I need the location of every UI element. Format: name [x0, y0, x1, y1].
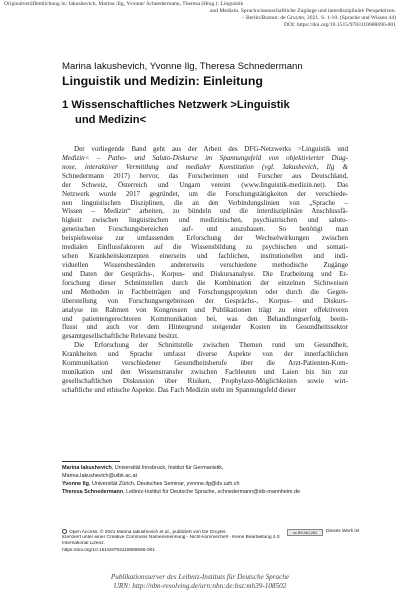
open-access-line: lizenziert unter einer Creative Commons Namensnennung - Nicht-kommerziell - Keine Bearbeitung 4.0 [62, 535, 280, 541]
body-line: überstellung von Forschungsergebnissen der Gesprächs-, Korpus- und Diskurs- [62, 296, 348, 305]
body-line: und Methoden in Fachbeiträgen und Forschungsprojekten oder durch die Gegen- [62, 287, 348, 296]
section-heading-line: und Medizin< [75, 113, 147, 126]
body-line: Netzwerk wurde 2017 gegründet, um die Forschungstätigkeiten der verschiede- [62, 189, 348, 198]
body-line: gesellschaftlichen Diskussion über Risiken, Prophylaxe-Möglichkeiten sowie wirt- [62, 376, 348, 385]
open-access-icon [62, 529, 67, 534]
body-line: flusst und auch vor dem Hintergrund steigender Kosten im Gesundheitssektor [62, 323, 348, 332]
article-authors: Marina Iakushevich, Yvonne Ilg, Theresa Schnedermann [62, 61, 303, 72]
article-title: Linguistik und Medizin: Einleitung [62, 74, 263, 88]
header-line: DOI: https://doi.org/10.1515/9783110688696-001 [283, 22, 396, 28]
body-line: nose, interaktiver Vermittlung und medialer Konstitution (vgl. Iakushevich, Ilg & [62, 162, 348, 171]
footnote-author-3 [62, 488, 362, 496]
footnote-rule [62, 461, 120, 462]
footer-urn: URN: http://nbn-resolving.de/urn:nbn:de:bsz:mh39-108502 [113, 582, 287, 590]
body-line: nen linguistischen Disziplinen, die an den Verbindungslinien von „Sprache – [62, 198, 348, 207]
body-line: und Daten der Gesprächs-, Korpus- und Diskursanalyse. Die Erarbeitung und Er- [62, 269, 348, 278]
header-line: – Berlin/Boston: de Gruyter, 2021. S. 1-10. (Sprache und Wissen 44) [241, 15, 396, 21]
footnote-author-2 [62, 480, 362, 488]
body-line: viduellen Wissensbeständen andererseits verschiedene methodische Zugänge [62, 260, 348, 269]
open-access-line: Dieses Werk ist [326, 529, 360, 534]
body-line: gesamtgesellschaftliche Relevanz besitzt. [62, 332, 179, 341]
body-line: Schnedermann 2017) hervor, das Forscherinnen und Forscher aus Deutschland, [62, 171, 348, 180]
footer-server: Publikationsserver des Leibniz-Instituts für Deutsche Sprache [110, 573, 290, 581]
body-line: Wissen – Medizin“ arbeiten, zu bündeln und die interdisziplinäre Anschlussfä- [62, 207, 348, 216]
footnote-line: Marina.Iakushevich@uibk.ac.at [62, 473, 137, 479]
body-line: schen Krankheitskonzepten einerseits und fachlichen, institutionellen und indi- [62, 252, 348, 261]
body-line: der Schweiz, Österreich und Ungarn vereint (www.linguistik-medizin.net). Das [62, 180, 348, 189]
body-line: und patientengerechteren Kommunikation bei, was den Behandlungserfolg beein- [62, 314, 348, 323]
body-line: analyse im Rahmen von Kongressen und Publikationen trägt zu einer effektiveren [62, 305, 348, 314]
cc-license-badge[interactable]: cc BY-NC-ND [287, 529, 323, 536]
doi-link[interactable]: https://doi.org/10.1515/9783110688696-001 [62, 547, 155, 553]
open-access-line: International Lizenz. [62, 541, 105, 547]
body-line: genetischen Forschungsbereichen auf- und auszubauen. So benötigt man [62, 225, 348, 234]
body-line: Kommunikation verschiedener Gesundheitsberufe über die Arzt-Patienten-Kom- [62, 359, 348, 368]
footnote-line: Theresa Schnedermann, Leibniz-Institut für Deutsche Sprache, schnedermann@ids-mannheim.de [62, 489, 300, 495]
footnote-line: Yvonne Ilg, Universität Zürich, Deutsches Seminar, yvonne.ilg@ds.uzh.ch [62, 481, 240, 487]
open-access-line: Open Access. © 2021 Marina Iakushevich et al., publiziert von De Gruyter. [69, 530, 227, 535]
body-line: Krankheiten und Sprache umfasst diverse Aspekte von der innerfachlichen [62, 350, 348, 359]
body-line: schaftliche und ethische Aspekte. Das Fach Medizin steht im Spannungsfeld dieser [62, 385, 296, 394]
body-line: higkeit zwischen linguistischen und medizinischen, psychiatrischen und saluto- [62, 216, 348, 225]
section-heading-line: 1 Wissenschaftliches Netzwerk >Linguistik [62, 99, 290, 111]
body-text [62, 145, 348, 395]
section-heading [62, 98, 362, 127]
body-line: Der vorliegende Band geht aus der Arbeit des DFG-Netzwerks >Linguistik und [74, 145, 348, 153]
body-line: forschung dieser Schnittstellen durch die Kombination der einzelnen Sichtweisen [62, 278, 348, 287]
body-line: munikation und den Wissenstransfer zwischen Fachleuten und Laien bis hin zur [62, 368, 348, 377]
footnote-author-1 [62, 464, 362, 472]
body-line: beispielsweise zur umfassenden Erforschung der Wechselwirkungen zwischen [62, 234, 348, 243]
header-line: und Medizin. Sprachwissenschaftliche Zugänge und interdisziplinäre Perspektiven. [209, 8, 396, 14]
footnote-line: Marina Iakushevich, Universität Innsbruck, Institut für Germanistik, [62, 465, 224, 471]
footnote-email-1 [62, 472, 362, 480]
body-line: Die Erforschung der Schnittstelle zwischen Themen rund um Gesundheit, [74, 341, 348, 350]
body-line: medialen Einflussfaktoren auf die Wissensbildung zu psychischen und somati- [62, 243, 348, 252]
header-line: Originalveröffentlichung in: Iakushevich, Marina /Ilg, Yvonne/ Schnedermann, Theresa (Hrsg.): Linguistik [4, 1, 244, 7]
body-line: Medizin< – Patho- und Saluto-Diskurse im Spannungsfeld von objektivierter Diag- [62, 153, 348, 162]
